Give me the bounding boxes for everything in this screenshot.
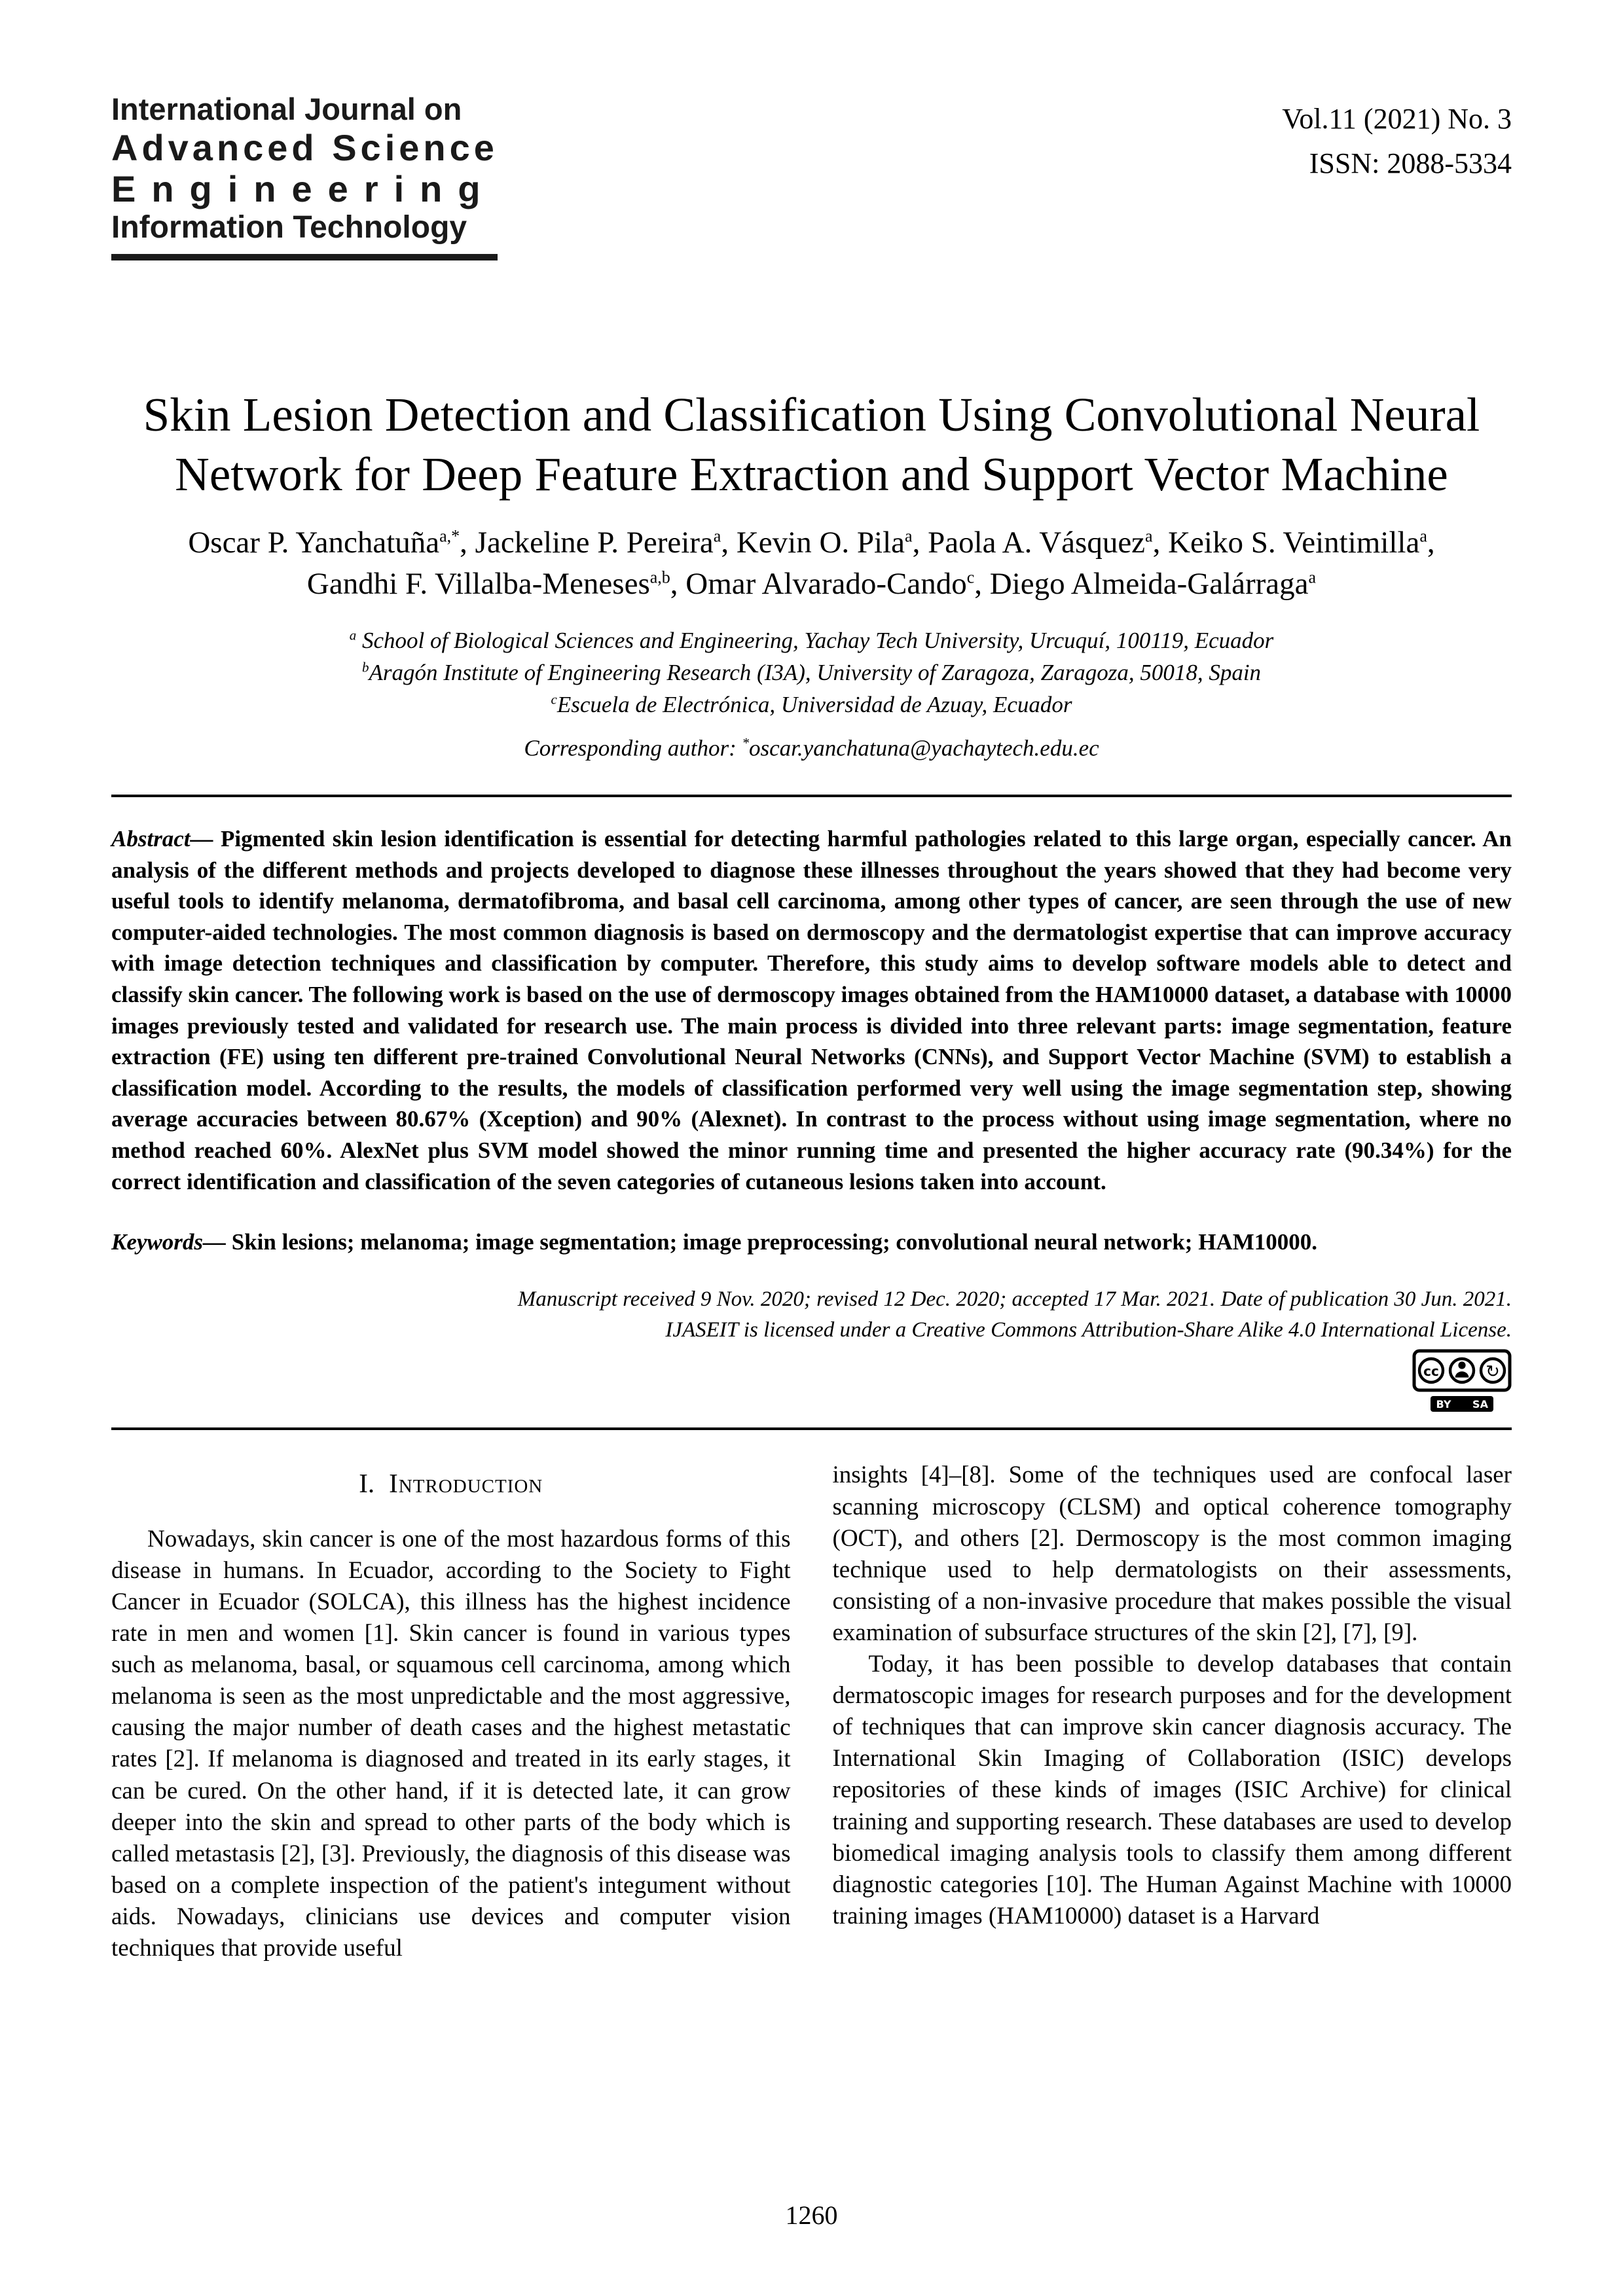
page-header	[111, 92, 1512, 260]
affiliation	[111, 624, 1512, 656]
manuscript-note	[111, 1284, 1512, 1346]
cc-by-sa-badge-icon	[1412, 1349, 1512, 1414]
affiliation-text: Escuela de Electrónica, Universidad de Azuay, Ecuador	[556, 692, 1072, 718]
paper-title: Skin Lesion Detection and Classification Using Convolutional Neural Network for Deep Feature Extraction and Support Vector Machine	[143, 387, 1480, 501]
affiliation	[111, 689, 1512, 721]
corresponding-author	[111, 735, 1512, 762]
journal-logo	[111, 92, 498, 260]
author-name: Omar Alvarado-Cando	[685, 567, 967, 601]
logo-underline	[111, 254, 498, 260]
intro-paragraph-1: Nowadays, skin cancer is one of the most hazardous forms of this disease in humans. In Ecuador, according to the Society to Fight Cancer in Ecuador (SOLCA), this illness has the highest incidence rate in men and women [1]. Skin cancer is found in various types such as melanoma, basal, or squamous cell carcinoma, among which melanoma is seen as the most unpredictable and the most aggressive, causing the major number of death cases and the highest metastatic rates [2]. If melanoma is diagnosed and treated in its early stages, it can be cured. On the other hand, if it is detected late, it can grow deeper into the skin and spread to other parts of the body which is called metastasis [2], [3]. Previously, the diagnosis of this disease was based on a complete inspection of the patient's integument without aids. Nowadays, clinicians use devices and computer vision techniques that provide useful	[111, 1525, 791, 1962]
author-separator: ,	[1152, 526, 1169, 560]
author-superscript: a	[713, 526, 721, 546]
corresponding-marker: *	[742, 735, 750, 751]
abstract-label: Abstract—	[111, 826, 213, 852]
author-superscript: a	[1308, 567, 1317, 587]
journal-logo-line: Engineering	[111, 168, 496, 210]
affiliation-marker: c	[551, 691, 557, 708]
page-number: 1260	[785, 2200, 838, 2230]
author-name: Kevin O. Pila	[736, 526, 905, 560]
author-name: Paola A. Vásquez	[928, 526, 1146, 560]
right-column	[833, 1460, 1512, 1964]
cc-sa-label: SA	[1472, 1398, 1488, 1411]
author-name: Diego Almeida-Galárraga	[989, 567, 1309, 601]
author-line-2	[111, 564, 1512, 605]
author-name: Jackeline P. Pereira	[475, 526, 714, 560]
author	[307, 567, 685, 601]
author-separator: ,	[1427, 526, 1435, 560]
author	[928, 526, 1168, 560]
author-separator: ,	[974, 567, 990, 601]
affiliation-marker: a	[349, 627, 357, 643]
journal-logo-line: Information Technology	[111, 210, 467, 245]
manuscript-dates: Manuscript received 9 Nov. 2020; revised 12 Dec. 2020; accepted 17 Mar. 2021. Date of publication 30 Jun. 2021.	[517, 1287, 1512, 1311]
body-columns	[111, 1460, 1512, 1964]
section-heading-introduction	[111, 1466, 791, 1501]
affiliation-text: Aragón Institute of Engineering Research (I3A), University of Zaragoza, Zaragoza, 50018, Spain	[369, 660, 1262, 686]
author	[1168, 526, 1435, 560]
author	[475, 526, 737, 560]
corresponding-email: oscar.yanchatuna@yachaytech.edu.ec	[749, 736, 1099, 762]
section-title: Introduction	[389, 1468, 543, 1499]
volume-number: Vol.11 (2021) No. 3	[1282, 103, 1512, 135]
author-name: Keiko S. Veintimilla	[1168, 526, 1420, 560]
section-number: I.	[359, 1468, 375, 1499]
author	[685, 567, 989, 601]
author-name: Gandhi F. Villalba-Meneses	[306, 567, 650, 601]
author-superscript: c	[966, 567, 975, 587]
keywords-text: Skin lesions; melanoma; image segmentation; image preprocessing; convolutional neural network; HAM10000.	[226, 1229, 1317, 1255]
abstract-text: Pigmented skin lesion identification is essential for detecting harmful pathologies related to this large organ, especially cancer. An analysis of the different methods and projects developed to diagnose these illnesses throughout the years showed that they had become very useful tools to identify melanoma, dermatofibroma, and basal cell carcinoma, among other types of cancer, are seen through the use of new computer-aided technologies. The most common diagnosis is based on dermoscopy and the dermatologist expertise that can improve accuracy with image detection techniques and classification by computer. Therefore, this study aims to develop software models able to detect and classify skin cancer. The following work is based on the use of dermoscopy images obtained from the HAM10000 dataset, a database with 10000 images previously tested and validated for research use. The main process is divided into three relevant parts: image segmentation, feature extraction (FE) using ten different pre-trained Convolutional Neural Networks (CNNs), and Support Vector Machine (SVM) to establish a classification model. According to the results, the models of classification performed very well using the image segmentation step, showing average accuracies between 80.67% (Xception) and 90% (Alexnet). In contrast to the process without using image segmentation, where no method reached 60%. AlexNet plus SVM model showed the minor running time and presented the higher accuracy rate (90.34%) for the correct identification and classification of the seven categories of cutaneous lesions taken into account.	[111, 826, 1512, 1194]
corresponding-label: Corresponding author:	[524, 736, 742, 762]
journal-logo-line: Advanced Science	[111, 126, 498, 168]
license-badge-row	[111, 1349, 1512, 1414]
author-list	[111, 522, 1512, 605]
author-superscript: a	[1145, 526, 1153, 546]
abstract	[111, 823, 1512, 1197]
author-superscript: a,b	[649, 567, 670, 587]
intro-paragraph-2: Today, it has been possible to develop databases that contain dermatoscopic images for research purposes and for the development of techniques that can improve skin cancer diagnosis accuracy. The International Skin Imaging of Collaboration (ISIC) develops repositories of these kinds of images (ISIC Archive) for clinical training and supporting research. These databases are used to develop biomedical imaging analysis tools to classify them among different diagnostic categories [10]. The Human Against Machine with 10000 training images (HAM10000) dataset is a Harvard	[832, 1651, 1512, 1929]
author-separator: ,	[460, 526, 475, 560]
author-separator: ,	[670, 567, 686, 601]
author	[990, 567, 1316, 601]
keywords-label: Keywords—	[111, 1229, 226, 1255]
author	[188, 526, 475, 560]
cc-icon-text: cc	[1423, 1363, 1439, 1380]
intro-paragraph-1-continued: insights [4]–[8]. Some of the techniques used are confocal laser scanning microscopy (CLSM) and optical coherence tomography (OCT), and others [2]. Dermoscopy is the most common imaging technique used to help dermatologists on their assessments, consisting of a non-invasive procedure that makes possible the visual examination of subsurface structures of the skin [2], [7], [9].	[832, 1462, 1512, 1646]
keywords	[111, 1227, 1512, 1258]
author-separator: ,	[721, 526, 737, 560]
author	[737, 526, 928, 560]
affiliation	[111, 656, 1512, 689]
affiliation-list	[111, 624, 1512, 721]
author-superscript: a	[1419, 526, 1427, 546]
author-separator: ,	[912, 526, 928, 560]
author-superscript: a	[905, 526, 913, 546]
journal-logo-line: International Journal on	[111, 92, 462, 126]
affiliation-text: School of Biological Sciences and Engineering, Yachay Tech University, Urcuquí, 100119, Ecuador	[356, 628, 1274, 654]
horizontal-rule	[111, 795, 1512, 797]
license-statement: IJASEIT is licensed under a Creative Commons Attribution-Share Alike 4.0 International License.	[665, 1318, 1512, 1342]
horizontal-rule	[111, 1427, 1512, 1430]
issue-info	[1282, 92, 1512, 186]
left-column	[111, 1460, 791, 1964]
author-line-1	[111, 522, 1512, 564]
issn-number: ISSN: 2088-5334	[1309, 147, 1512, 180]
author-name: Oscar P. Yanchatuña	[188, 526, 440, 560]
author-superscript: a,*	[439, 526, 460, 546]
share-alike-arrow: ↻	[1486, 1362, 1500, 1382]
cc-by-label: BY	[1436, 1398, 1451, 1411]
affiliation-marker: b	[361, 659, 369, 675]
